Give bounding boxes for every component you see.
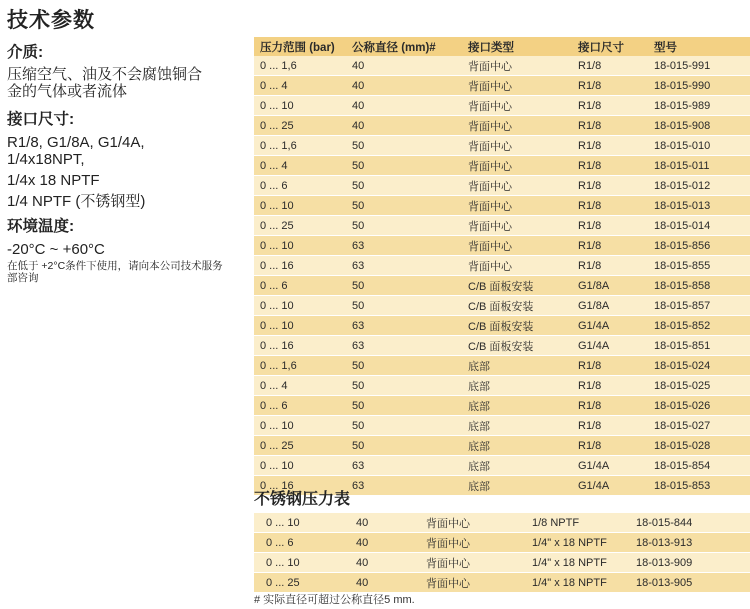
table-row xyxy=(254,376,750,396)
table-row xyxy=(254,56,750,76)
connection-size-cell: 1/4" x 18 NPTF xyxy=(532,533,636,553)
connection-type-cell: C/B 面板安装 xyxy=(468,296,578,316)
diameter-cell: 40 xyxy=(352,59,365,72)
table-row xyxy=(254,533,750,553)
connection-type-cell: 背面中心 xyxy=(426,553,532,573)
footnote: # 实际直径可超过公称直径5 mm. xyxy=(254,594,415,606)
model-cell: 18-015-851 xyxy=(654,336,750,356)
connection-text-4: 1/4 NPTF (不锈钢型) xyxy=(7,193,146,210)
temperature-note-2: 部咨询 xyxy=(7,272,39,284)
model-cell: 18-015-858 xyxy=(654,276,750,296)
table-row xyxy=(254,156,750,176)
diameter-cell: 50 xyxy=(352,196,468,216)
column-header: 公称直径 (mm)# xyxy=(352,41,436,54)
temperature-heading: 环境温度: xyxy=(7,218,75,235)
pressure-range-cell: 0 ... 10 xyxy=(254,513,356,533)
table-row xyxy=(254,196,750,216)
connection-type-cell: 底部 xyxy=(468,416,578,436)
connection-size-cell: R1/8 xyxy=(578,176,654,196)
model-cell: 18-013-913 xyxy=(636,533,750,553)
table-row xyxy=(254,336,750,356)
pressure-range-cell: 0 ... 25 xyxy=(254,573,356,593)
connection-type-cell: 背面中心 xyxy=(468,256,578,276)
diameter-cell: 40 xyxy=(352,96,468,116)
connection-size-cell: R1/8 xyxy=(578,256,654,276)
pressure-range-cell: 0 ... 6 xyxy=(254,176,352,196)
connection-size-cell: G1/4A xyxy=(578,336,654,356)
diameter-cell: 50 xyxy=(352,356,468,376)
column-header: 接口尺寸 xyxy=(578,41,624,54)
diameter-cell: 50 xyxy=(352,216,468,236)
connection-size-cell: G1/8A xyxy=(578,276,654,296)
connection-type-cell: 背面中心 xyxy=(468,116,578,136)
table-row xyxy=(254,256,750,276)
table-row xyxy=(254,456,750,476)
diameter-cell: 40 xyxy=(356,553,426,573)
model-cell: 18-015-853 xyxy=(654,476,750,496)
medium-text-2: 金的气体或者流体 xyxy=(7,83,128,100)
diameter-cell: 50 xyxy=(352,376,468,396)
pressure-range-cell: 0 ... 6 xyxy=(254,396,352,416)
connection-size-cell: R1/8 xyxy=(578,236,654,256)
diameter-cell: 50 xyxy=(352,136,468,156)
connection-size-cell: R1/8 xyxy=(578,59,602,72)
pressure-range-cell: 0 ... 1,6 xyxy=(260,59,297,72)
pressure-range-cell: 0 ... 4 xyxy=(254,376,352,396)
connection-text-1: R1/8, G1/8A, G1/4A, xyxy=(7,134,145,151)
connection-type-cell: 背面中心 xyxy=(468,76,578,96)
diameter-cell: 50 xyxy=(352,416,468,436)
model-cell: 18-015-027 xyxy=(654,416,750,436)
table-row xyxy=(254,76,750,96)
table-row xyxy=(254,553,750,573)
model-cell: 18-015-852 xyxy=(654,316,750,336)
connection-size-cell: R1/8 xyxy=(578,216,654,236)
model-cell: 18-015-026 xyxy=(654,396,750,416)
model-cell: 18-015-991 xyxy=(654,59,711,72)
connection-size-cell: 1/4" x 18 NPTF xyxy=(532,573,636,593)
model-cell: 18-015-014 xyxy=(654,216,750,236)
stainless-title: 不锈钢压力表 xyxy=(254,491,351,508)
diameter-cell: 63 xyxy=(352,456,468,476)
pressure-range-cell: 0 ... 10 xyxy=(254,196,352,216)
connection-type-cell: 背面中心 xyxy=(468,60,512,73)
pressure-range-cell: 0 ... 6 xyxy=(254,533,356,553)
connection-type-cell: 背面中心 xyxy=(468,236,578,256)
model-cell: 18-015-010 xyxy=(654,136,750,156)
column-header: 型号 xyxy=(654,41,677,54)
table-row xyxy=(254,116,750,136)
spec-table xyxy=(254,37,750,495)
diameter-cell: 63 xyxy=(352,336,468,356)
connection-type-cell: 背面中心 xyxy=(468,156,578,176)
connection-type-cell: 背面中心 xyxy=(468,196,578,216)
model-cell: 18-015-024 xyxy=(654,356,750,376)
connection-type-cell: 背面中心 xyxy=(468,96,578,116)
model-cell: 18-015-908 xyxy=(654,116,750,136)
connection-size-cell: G1/4A xyxy=(578,316,654,336)
connection-size-cell: R1/8 xyxy=(578,356,654,376)
connection-type-cell: 底部 xyxy=(468,476,578,496)
connection-type-cell: C/B 面板安装 xyxy=(468,316,578,336)
diameter-cell: 50 xyxy=(352,436,468,456)
pressure-range-cell: 0 ... 16 xyxy=(254,336,352,356)
column-header: 压力范围 (bar) xyxy=(260,41,335,54)
model-cell: 18-013-909 xyxy=(636,553,750,573)
pressure-range-cell: 0 ... 10 xyxy=(254,456,352,476)
model-cell: 18-015-013 xyxy=(654,196,750,216)
model-cell: 18-013-905 xyxy=(636,573,750,593)
pressure-range-cell: 0 ... 1,6 xyxy=(254,356,352,376)
model-cell: 18-015-012 xyxy=(654,176,750,196)
diameter-cell: 50 xyxy=(352,176,468,196)
table-row xyxy=(254,216,750,236)
stainless-table xyxy=(254,512,750,592)
model-cell: 18-015-011 xyxy=(654,156,750,176)
table-row xyxy=(254,513,750,533)
diameter-cell: 40 xyxy=(352,116,468,136)
temperature-note-1: 在低于 +2°C条件下使用，请向本公司技术服务 xyxy=(7,260,223,272)
table-row xyxy=(254,136,750,156)
diameter-cell: 50 xyxy=(352,296,468,316)
connection-text-3: 1/4x 18 NPTF xyxy=(7,172,100,189)
pressure-range-cell: 0 ... 10 xyxy=(254,96,352,116)
temperature-value: -20°C ~ +60°C xyxy=(7,241,105,258)
table-row xyxy=(254,356,750,376)
diameter-cell: 50 xyxy=(352,156,468,176)
pressure-range-cell: 0 ... 1,6 xyxy=(254,136,352,156)
connection-size-cell: R1/8 xyxy=(578,436,654,456)
pressure-range-cell: 0 ... 16 xyxy=(254,256,352,276)
connection-type-cell: 底部 xyxy=(468,396,578,416)
connection-type-cell: 底部 xyxy=(468,436,578,456)
connection-size-cell: G1/4A xyxy=(578,456,654,476)
pressure-range-cell: 0 ... 10 xyxy=(254,296,352,316)
table-row xyxy=(254,236,750,256)
connection-size-cell: R1/8 xyxy=(578,116,654,136)
diameter-cell: 40 xyxy=(356,533,426,553)
connection-size-cell: 1/8 NPTF xyxy=(532,513,636,533)
table-row xyxy=(254,296,750,316)
model-cell: 18-015-844 xyxy=(636,513,750,533)
connection-type-cell: 背面中心 xyxy=(468,176,578,196)
connection-size-cell: R1/8 xyxy=(578,96,654,116)
connection-heading: 接口尺寸: xyxy=(7,111,75,128)
diameter-cell: 50 xyxy=(352,276,468,296)
pressure-range-cell: 0 ... 10 xyxy=(254,236,352,256)
table-row xyxy=(254,276,750,296)
diameter-cell: 40 xyxy=(356,573,426,593)
connection-size-cell: G1/4A xyxy=(578,476,654,496)
connection-type-cell: 背面中心 xyxy=(468,216,578,236)
connection-size-cell: R1/8 xyxy=(578,76,654,96)
model-cell: 18-015-028 xyxy=(654,436,750,456)
connection-size-cell: G1/8A xyxy=(578,296,654,316)
connection-type-cell: 背面中心 xyxy=(426,573,532,593)
connection-size-cell: R1/8 xyxy=(578,396,654,416)
pressure-range-cell: 0 ... 25 xyxy=(254,436,352,456)
table-row xyxy=(254,573,750,593)
connection-type-cell: 底部 xyxy=(468,356,578,376)
page-title: 技术参数 xyxy=(7,9,95,32)
connection-type-cell: 背面中心 xyxy=(426,533,532,553)
table-header-row xyxy=(254,37,750,56)
model-cell: 18-015-857 xyxy=(654,296,750,316)
medium-text-1: 压缩空气、油及不会腐蚀铜合 xyxy=(7,66,203,83)
table-row xyxy=(254,96,750,116)
connection-size-cell: 1/4" x 18 NPTF xyxy=(532,553,636,573)
diameter-cell: 63 xyxy=(352,236,468,256)
connection-text-2: 1/4x18NPT, xyxy=(7,151,85,168)
table-row xyxy=(254,416,750,436)
model-cell: 18-015-989 xyxy=(654,96,750,116)
diameter-cell: 63 xyxy=(352,316,468,336)
diameter-cell: 40 xyxy=(352,76,468,96)
table-row xyxy=(254,176,750,196)
diameter-cell: 40 xyxy=(356,513,426,533)
table-row xyxy=(254,316,750,336)
pressure-range-cell: 0 ... 10 xyxy=(254,416,352,436)
diameter-cell: 63 xyxy=(352,476,468,496)
table-row xyxy=(254,396,750,416)
connection-size-cell: R1/8 xyxy=(578,136,654,156)
connection-size-cell: R1/8 xyxy=(578,196,654,216)
pressure-range-cell: 0 ... 25 xyxy=(254,116,352,136)
model-cell: 18-015-856 xyxy=(654,236,750,256)
model-cell: 18-015-854 xyxy=(654,456,750,476)
table-row xyxy=(254,436,750,456)
connection-type-cell: 背面中心 xyxy=(468,136,578,156)
pressure-range-cell: 0 ... 4 xyxy=(254,156,352,176)
model-cell: 18-015-025 xyxy=(654,376,750,396)
pressure-range-cell: 0 ... 10 xyxy=(254,553,356,573)
column-header: 接口类型 xyxy=(468,41,514,54)
medium-heading: 介质: xyxy=(7,44,44,61)
pressure-range-cell: 0 ... 16 xyxy=(254,476,352,496)
pressure-range-cell: 0 ... 6 xyxy=(254,276,352,296)
connection-type-cell: 底部 xyxy=(468,376,578,396)
pressure-range-cell: 0 ... 10 xyxy=(254,316,352,336)
pressure-range-cell: 0 ... 4 xyxy=(254,76,352,96)
connection-size-cell: R1/8 xyxy=(578,376,654,396)
connection-type-cell: C/B 面板安装 xyxy=(468,276,578,296)
model-cell: 18-015-855 xyxy=(654,256,750,276)
diameter-cell: 63 xyxy=(352,256,468,276)
model-cell: 18-015-990 xyxy=(654,76,750,96)
connection-size-cell: R1/8 xyxy=(578,416,654,436)
pressure-range-cell: 0 ... 25 xyxy=(254,216,352,236)
spec-sidebar xyxy=(7,0,252,284)
connection-type-cell: 底部 xyxy=(468,456,578,476)
connection-type-cell: 背面中心 xyxy=(426,513,532,533)
connection-size-cell: R1/8 xyxy=(578,156,654,176)
diameter-cell: 50 xyxy=(352,396,468,416)
connection-type-cell: C/B 面板安装 xyxy=(468,336,578,356)
